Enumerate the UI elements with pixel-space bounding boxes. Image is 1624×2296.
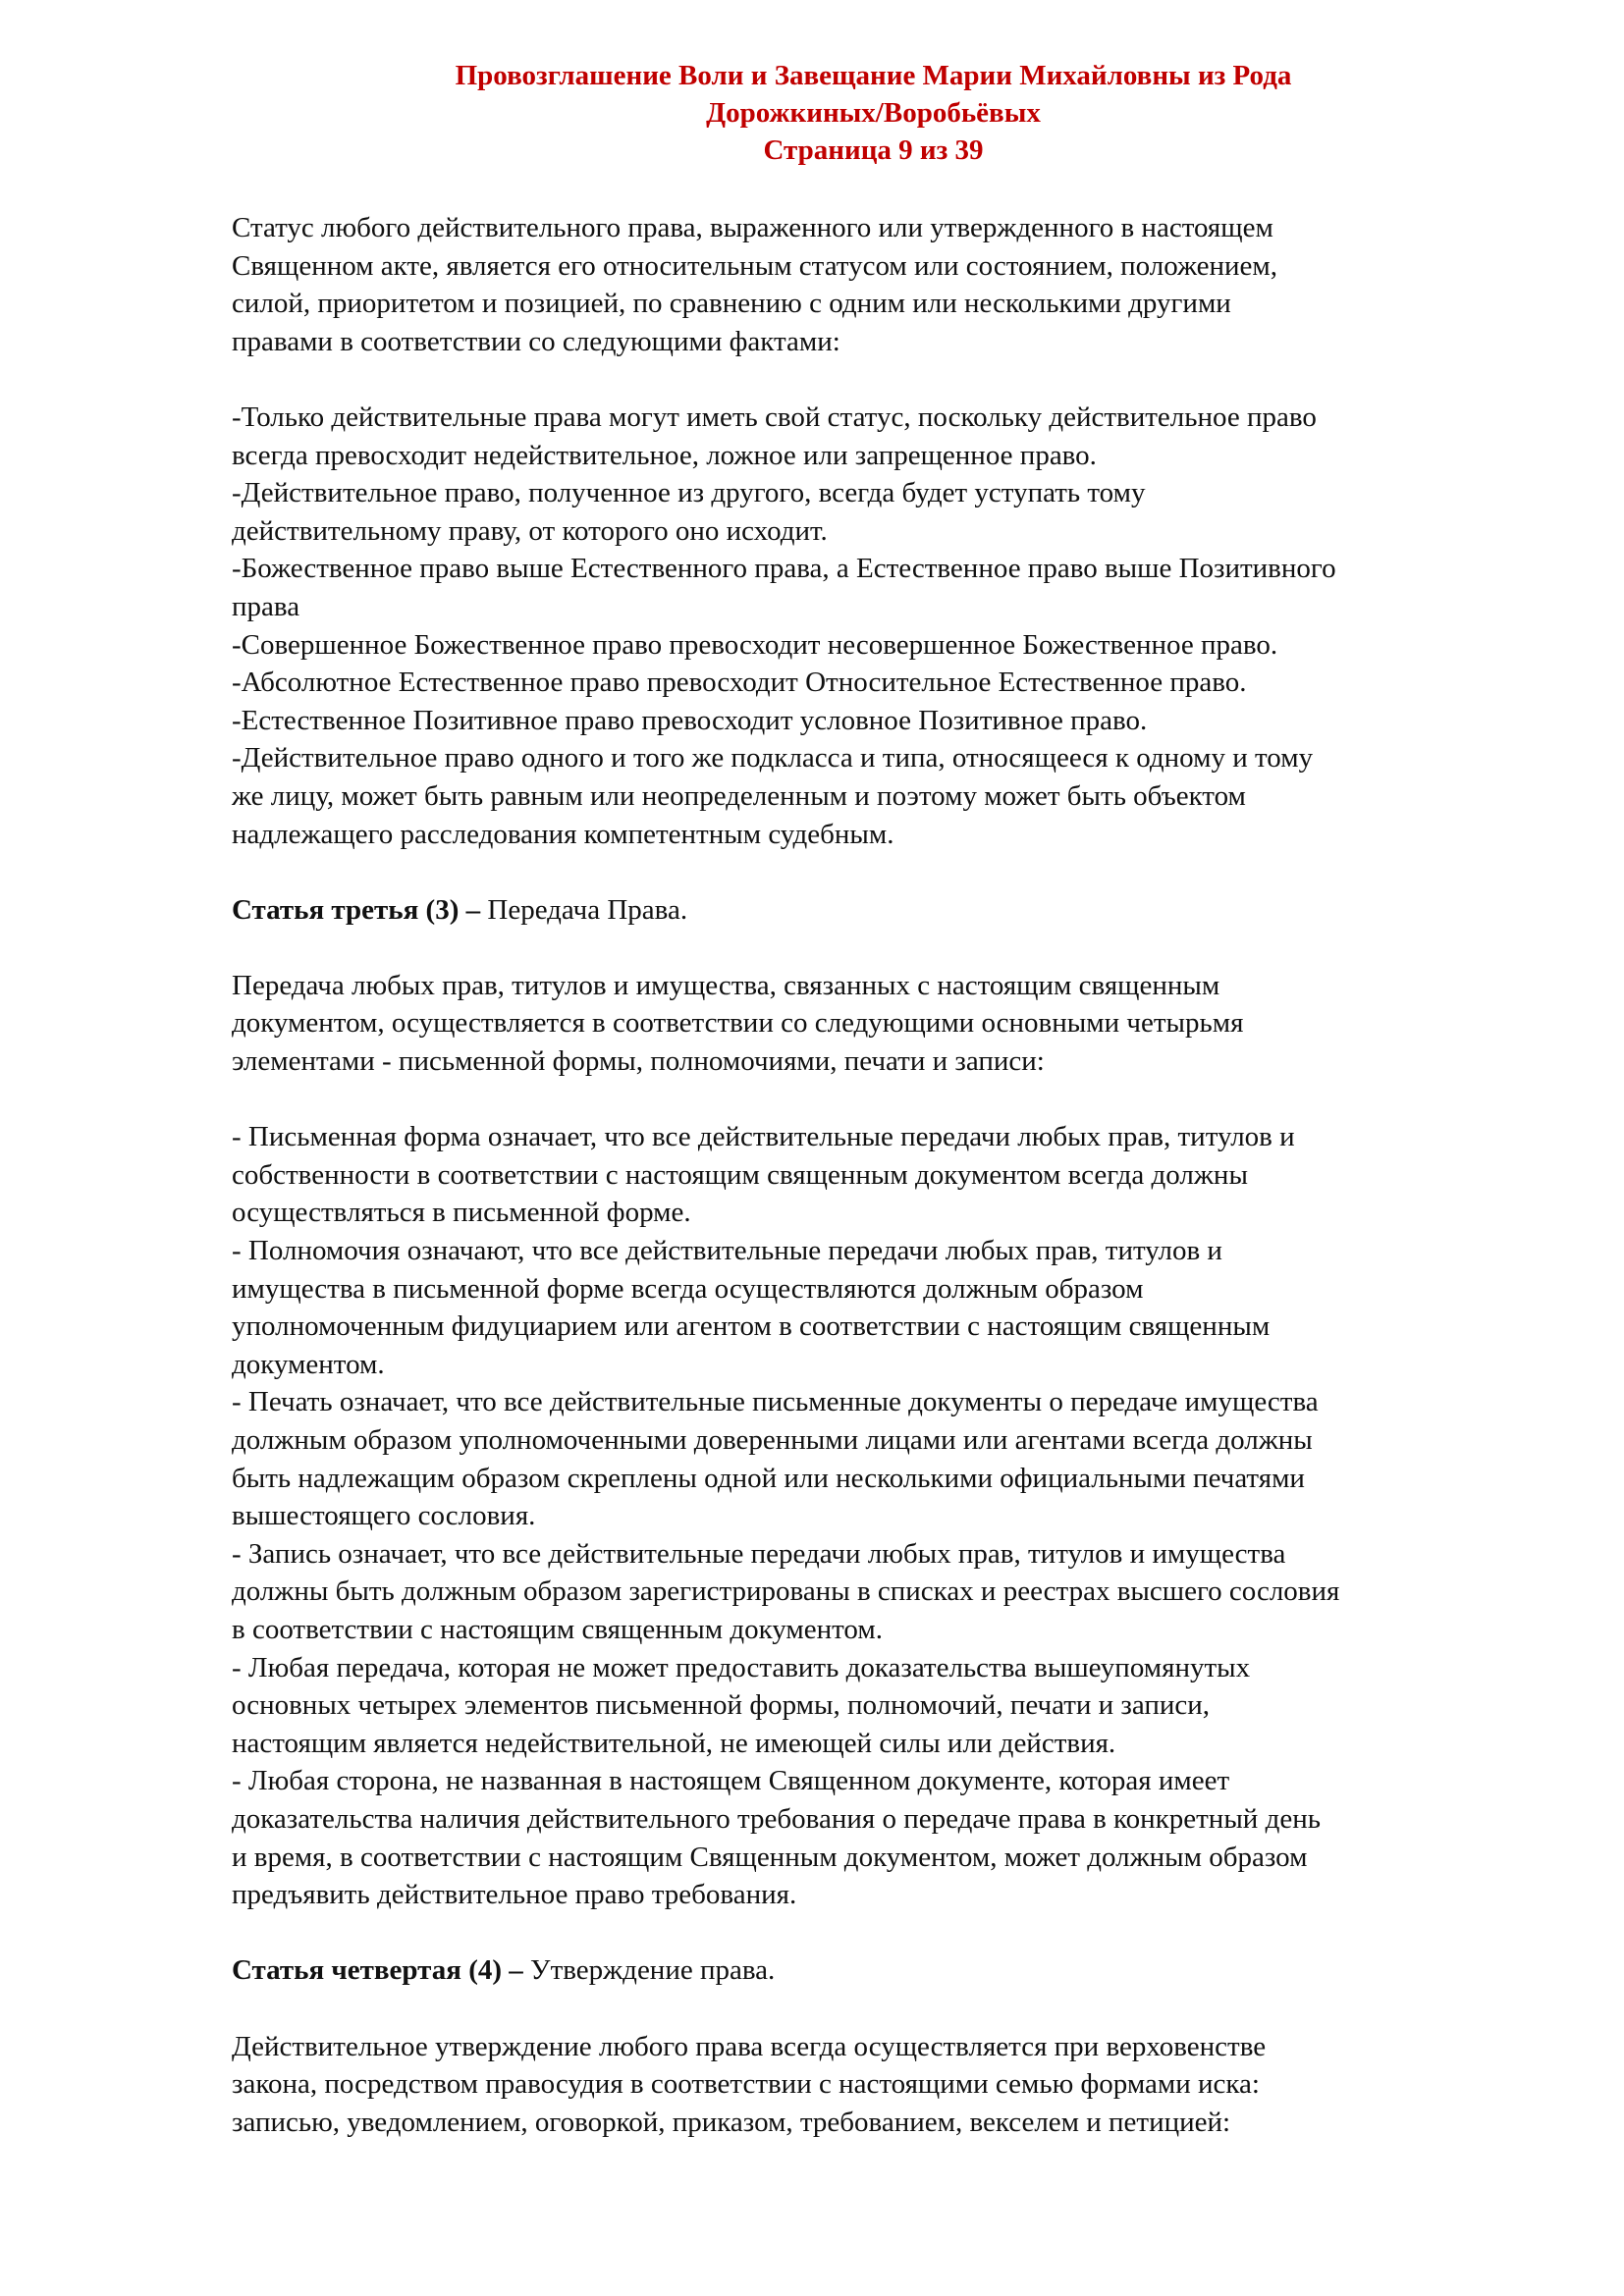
- list-line: документом.: [232, 1348, 385, 1380]
- list-line: -Только действительные права могут иметь свой статус, поскольку действительное право: [232, 400, 1317, 433]
- paragraph-gap: [232, 1914, 1528, 1952]
- document-title-line-1: Провозглашение Воли и Завещание Марии Михайловны из Рода: [455, 60, 1292, 91]
- text-line: документом, осуществляется в соответствии со следующими основными четырьмя: [232, 1007, 1244, 1040]
- list-line: -Действительное право, полученное из другого, всегда будет уступать тому: [232, 477, 1146, 509]
- document-body: [232, 209, 1528, 2141]
- text-line: Священном акте, является его относительным статусом или состоянием, положением,: [232, 249, 1278, 282]
- list-line: предъявить действительное право требования.: [232, 1879, 797, 1911]
- list-line: же лицу, может быть равным или неопределенным и поэтому может быть объектом: [232, 779, 1246, 812]
- article-3-elements-list: [232, 1118, 1528, 1913]
- text-line: Статус любого действительного права, выраженного или утвержденного в настоящем: [232, 212, 1273, 243]
- list-line: быть надлежащим образом скреплены одной или несколькими официальными печатями: [232, 1462, 1305, 1494]
- paragraph-gap: [232, 1990, 1528, 2028]
- document-title-line-2: Дорожкиных/Воробьёвых: [706, 97, 1041, 129]
- list-line: уполномоченным фидуциарием или агентом в соответствии с настоящим священным: [232, 1310, 1271, 1343]
- list-line: надлежащего расследования компетентным судебным.: [232, 818, 894, 850]
- list-line: -Совершенное Божественное право превосходит несовершенное Божественное право.: [232, 628, 1278, 661]
- list-line: доказательства наличия действительного требования о передаче права в конкретный день: [232, 1802, 1321, 1835]
- list-line: - Любая передача, которая не может предоставить доказательства вышеупомянутых: [232, 1651, 1251, 1683]
- list-line: вышестоящего сословия.: [232, 1500, 536, 1532]
- list-line: в соответствии с настоящим священным документом.: [232, 1613, 883, 1645]
- text-line: Действительное утверждение любого права всегда осуществляется при верховенстве: [232, 2030, 1267, 2062]
- text-line: элементами - письменной формы, полномочиями, печати и записи:: [232, 1045, 1045, 1078]
- paragraph-gap: [232, 929, 1528, 967]
- article-4-intro: [232, 2028, 1528, 2142]
- text-line: Передача любых прав, титулов и имущества, связанных с настоящим священным: [232, 969, 1220, 1001]
- list-line: собственности в соответствии с настоящим священным документом всегда должны: [232, 1158, 1248, 1191]
- text-line: закона, посредством правосудия в соответствии с настоящими семью формами иска:: [232, 2068, 1260, 2101]
- article-3-heading: [232, 891, 1528, 930]
- list-line: -Абсолютное Естественное право превосходит Относительное Естественное право.: [232, 667, 1247, 699]
- text-line: правами в соответствии со следующими фактами:: [232, 325, 840, 357]
- article-4-heading-bold: Статья четвертая (4) –: [232, 1954, 523, 1987]
- list-line: -Действительное право одного и того же подкласса и типа, относящееся к одному и тому: [232, 742, 1314, 774]
- article-3-heading-rest: Передача Права.: [480, 893, 688, 926]
- paragraph-gap: [232, 853, 1528, 891]
- list-line: настоящим является недействительной, не имеющей силы или действия.: [232, 1727, 1116, 1759]
- list-line: должным образом уполномоченными доверенными лицами или агентами всегда должны: [232, 1424, 1313, 1456]
- page-indicator: Страница 9 из 39: [763, 134, 984, 166]
- article-3-heading-bold: Статья третья (3) –: [232, 893, 481, 926]
- list-line: основных четырех элементов письменной формы, полномочий, печати и записи,: [232, 1689, 1211, 1722]
- list-line: и время, в соответствии с настоящим Священным документом, может должным образом: [232, 1841, 1308, 1873]
- list-line: действительному праву, от которого оно исходит.: [232, 514, 828, 547]
- intro-paragraph: [232, 209, 1528, 360]
- list-line: - Запись означает, что все действительные передачи любых прав, титулов и имущества: [232, 1537, 1286, 1570]
- article-4-heading: [232, 1951, 1528, 1990]
- list-line: - Письменная форма означает, что все действительные передачи любых прав, титулов и: [232, 1121, 1295, 1153]
- paragraph-gap: [232, 1081, 1528, 1119]
- list-line: - Любая сторона, не названная в настоящем Священном документе, которая имеет: [232, 1765, 1230, 1797]
- list-line: должны быть должным образом зарегистрированы в списках и реестрах высшего сословия: [232, 1575, 1340, 1608]
- paragraph-gap: [232, 360, 1528, 399]
- article-3-heading-line: [232, 891, 1528, 930]
- status-list: [232, 399, 1528, 853]
- text-line: силой, приоритетом и позицией, по сравнению с одним или несколькими другими: [232, 288, 1231, 320]
- text-line: записью, уведомлением, оговоркой, приказом, требованием, векселем и петицией:: [232, 2106, 1231, 2138]
- list-line: осуществляться в письменной форме.: [232, 1197, 691, 1229]
- document-header: [232, 57, 1515, 169]
- article-4-heading-rest: Утверждение права.: [522, 1954, 776, 1987]
- list-line: - Печать означает, что все действительные письменные документы о передаче имущества: [232, 1386, 1319, 1418]
- list-line: права: [232, 590, 300, 622]
- article-4-heading-line: [232, 1951, 1528, 1990]
- list-line: -Божественное право выше Естественного права, а Естественное право выше Позитивного: [232, 553, 1336, 585]
- list-line: - Полномочия означают, что все действительные передачи любых прав, титулов и: [232, 1235, 1222, 1267]
- list-line: всегда превосходит недействительное, ложное или запрещенное право.: [232, 439, 1097, 471]
- article-3-intro: [232, 967, 1528, 1081]
- list-line: -Естественное Позитивное право превосходит условное Позитивное право.: [232, 704, 1148, 736]
- list-line: имущества в письменной форме всегда осуществляются должным образом: [232, 1272, 1144, 1305]
